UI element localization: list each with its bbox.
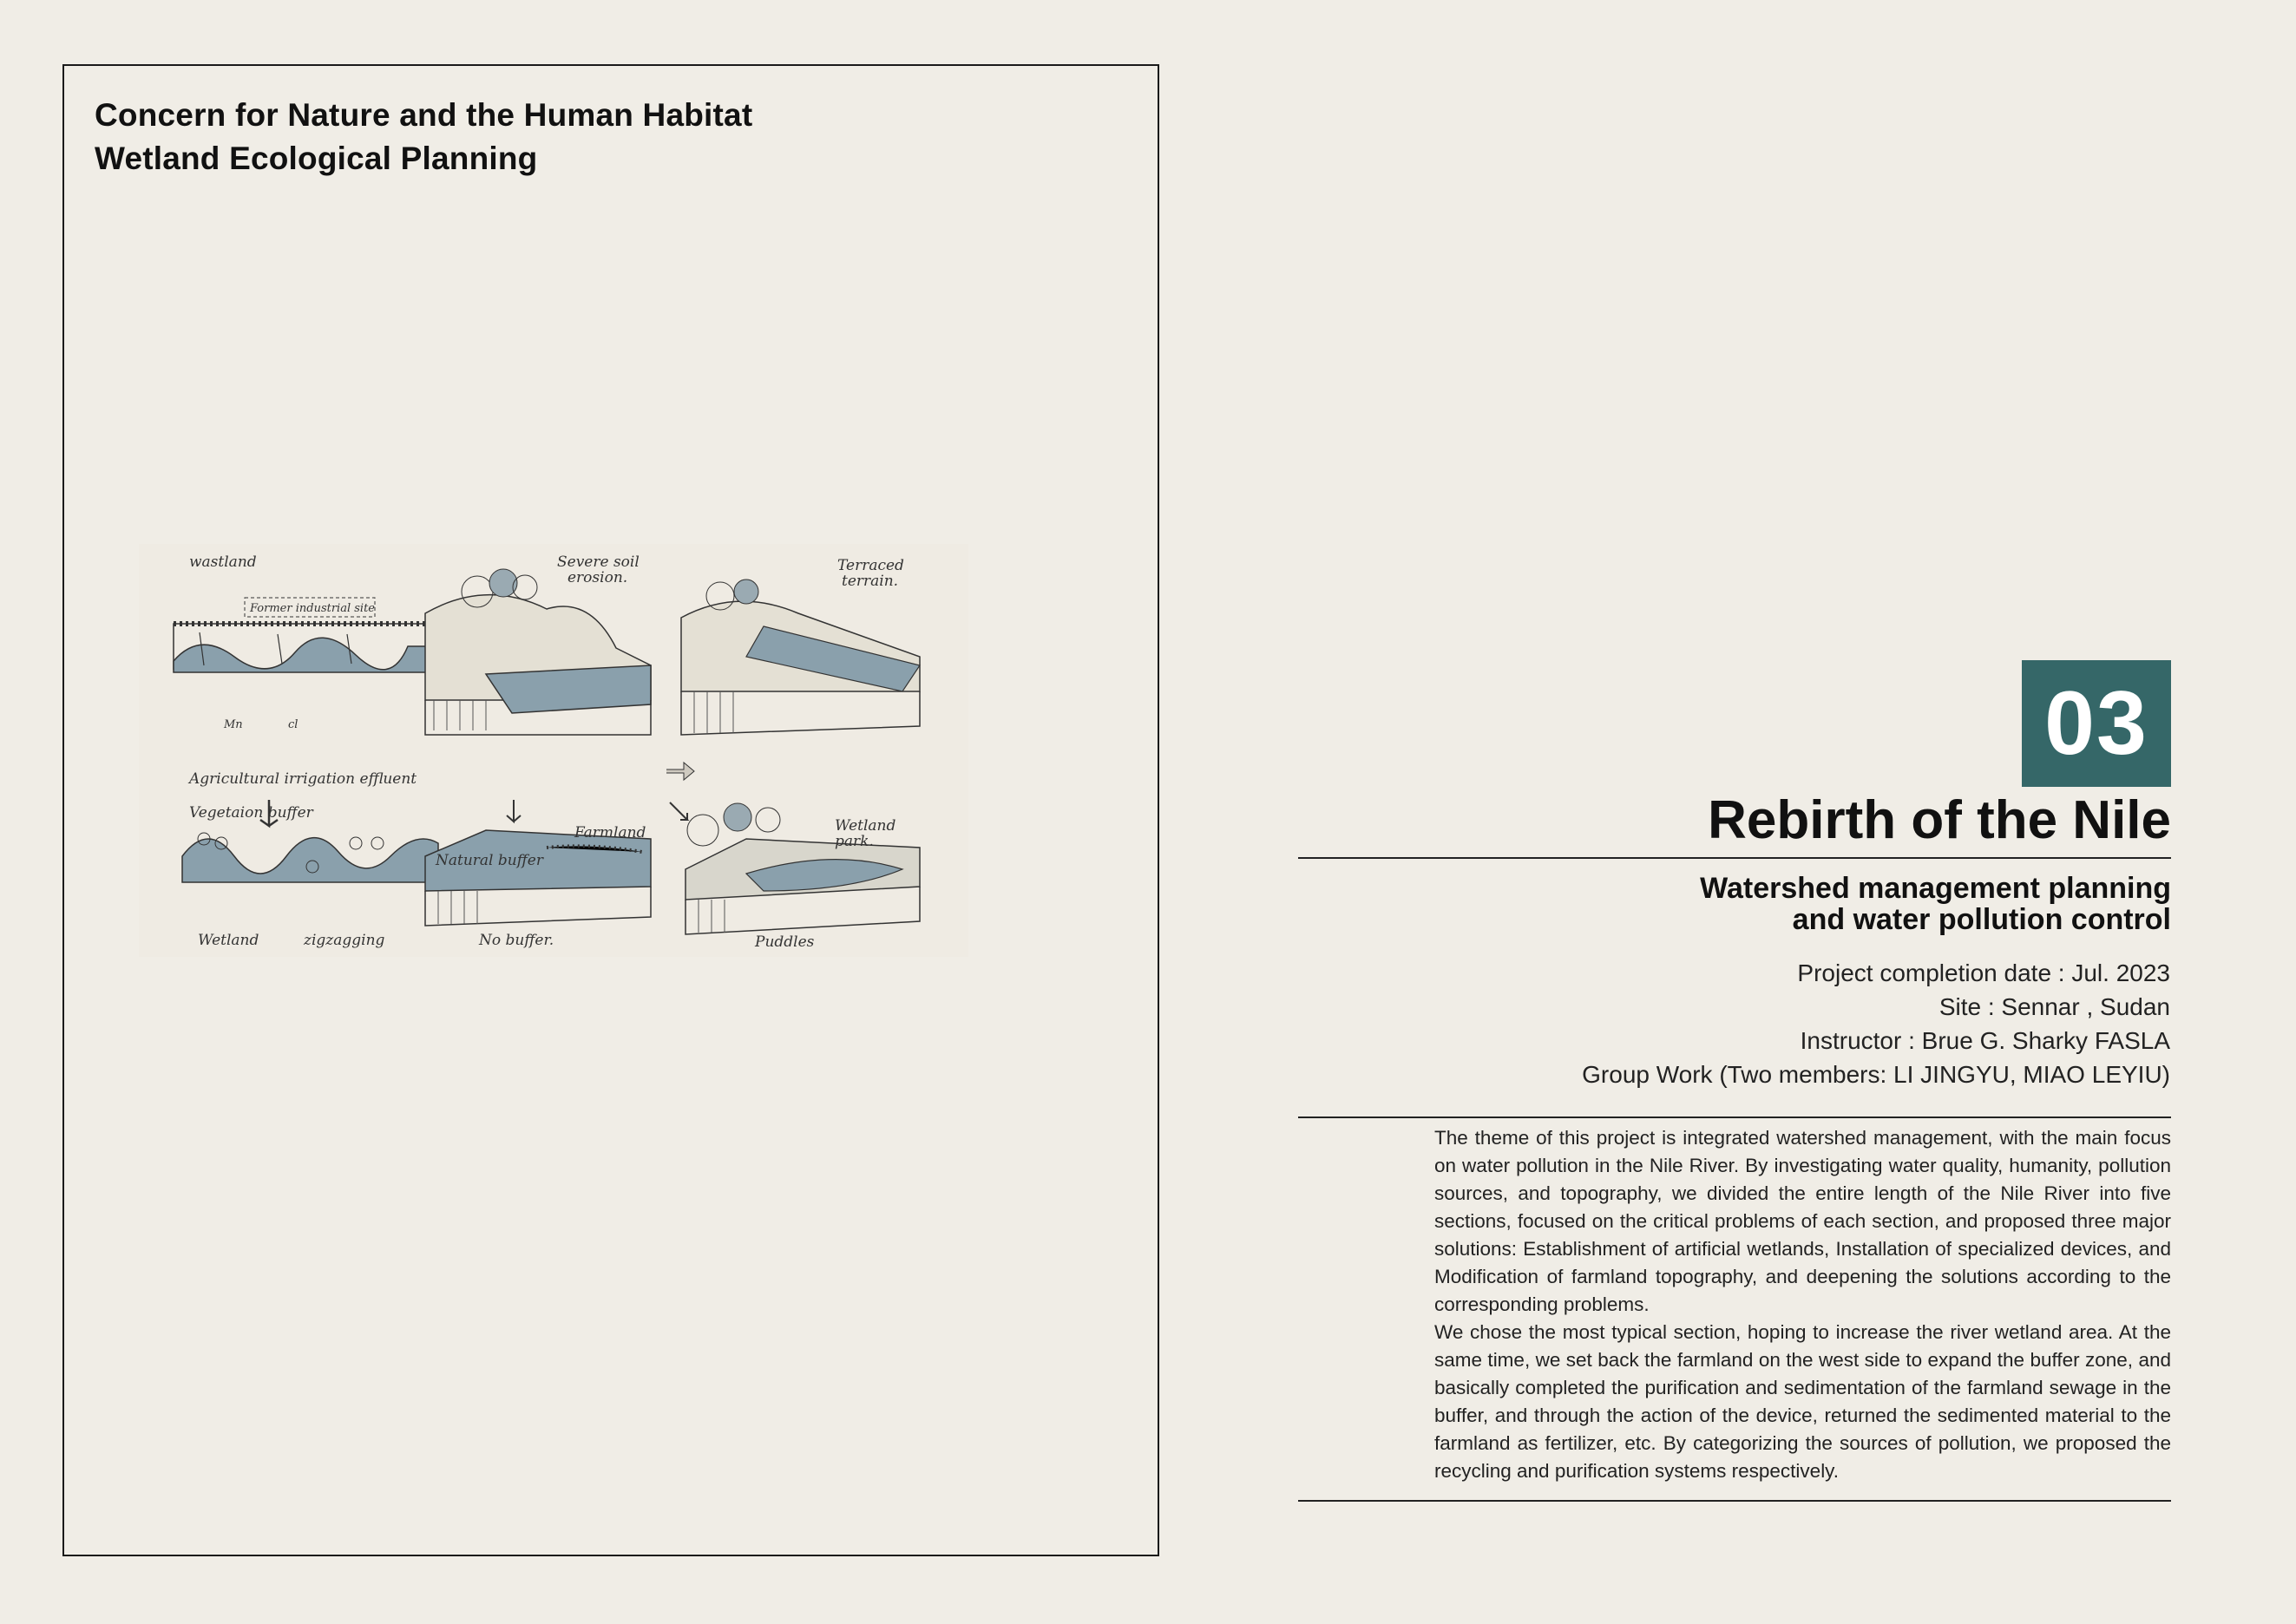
- site-location: Site : Sennar , Sudan: [1938, 993, 2170, 1020]
- diagonal-arrow-icon: [670, 802, 687, 820]
- subtitle-line-1: Watershed management planning: [1700, 872, 2171, 905]
- label-vegetation-buffer: Vegetaion buffer: [189, 804, 313, 822]
- project-subtitle: [1390, 873, 2171, 935]
- project-number-badge: 03: [2022, 660, 2171, 787]
- label-zigzagging: zigzagging: [304, 932, 385, 949]
- project-meta: [1389, 956, 2170, 1091]
- label-wetland-park: Wetland: [835, 817, 896, 835]
- label-terraced: Terraced: [837, 557, 904, 574]
- group-work: Group Work (Two members: LI JINGYU, MIAO LEYIU): [1582, 1061, 2170, 1088]
- label-ag-effluent: Agricultural irrigation effluent: [189, 770, 417, 788]
- description-paragraph-1: The theme of this project is integrated watershed management, with the main focus on water pollution in the Nile River. By investigating water quality, humanity, pollution sources, and topography, we divided the entire length of the Nile River into five sections, focused on the critical problems of each section, and proposed three major solutions: Establishment of artificial wetlands, Installation of specialized devices, and Modification of farmland topography, and deepening the solutions according to the corresponding problems.: [1434, 1127, 2171, 1315]
- divider-top: [1298, 857, 2171, 859]
- panel-heading: [95, 94, 752, 180]
- label-puddles: Puddles: [755, 933, 815, 951]
- sketch-wetland-section: [182, 833, 438, 882]
- label-park: park.: [835, 833, 874, 850]
- heading-line-1: Concern for Nature and the Human Habitat: [95, 97, 753, 133]
- label-wetland: Wetland: [198, 932, 259, 949]
- label-no-buffer: No buffer.: [479, 932, 554, 949]
- project-title: Rebirth of the Nile: [1708, 790, 2171, 850]
- completion-date: Project completion date : Jul. 2023: [1797, 959, 2170, 986]
- subtitle-line-2: and water pollution control: [1792, 903, 2171, 936]
- wetland-sketch-illustration: [139, 544, 968, 957]
- right-arrow-icon: [666, 763, 694, 780]
- divider-middle: [1298, 1116, 2171, 1118]
- down-arrow-icon: [507, 800, 521, 822]
- divider-bottom: [1298, 1500, 2171, 1502]
- label-erosion: erosion.: [567, 569, 628, 586]
- description-paragraph-2: We chose the most typical section, hoping to increase the river wetland area. At the same time, we set back the farmland on the west side to expand the buffer zone, and basically completed the purification and sedimentation of the farmland sewage in the buffer, and through the action of the device, returned the sedimented material to the farmland as fertilizer, etc. By categorizing the sources of pollution, we proposed the recycling and purification systems respectively.: [1434, 1321, 2171, 1482]
- label-severe-soil: Severe soil: [557, 553, 640, 571]
- label-natural-buffer: Natural buffer: [436, 852, 543, 869]
- label-industrial-site: Former industrial site: [250, 602, 375, 615]
- label-farmland: Farmland: [574, 824, 646, 841]
- label-mn: Mn: [224, 718, 243, 731]
- sketch-buffer-block: [425, 830, 651, 926]
- project-description: [1434, 1124, 2171, 1485]
- sketch-erosion-block: [425, 569, 651, 735]
- heading-line-2: Wetland Ecological Planning: [95, 141, 538, 176]
- label-terrain: terrain.: [842, 573, 899, 590]
- sketch-terraced-block: [681, 580, 920, 735]
- instructor: Instructor : Brue G. Sharky FASLA: [1800, 1027, 2170, 1054]
- label-wasteland: wastland: [189, 553, 257, 571]
- label-cl: cl: [288, 718, 298, 731]
